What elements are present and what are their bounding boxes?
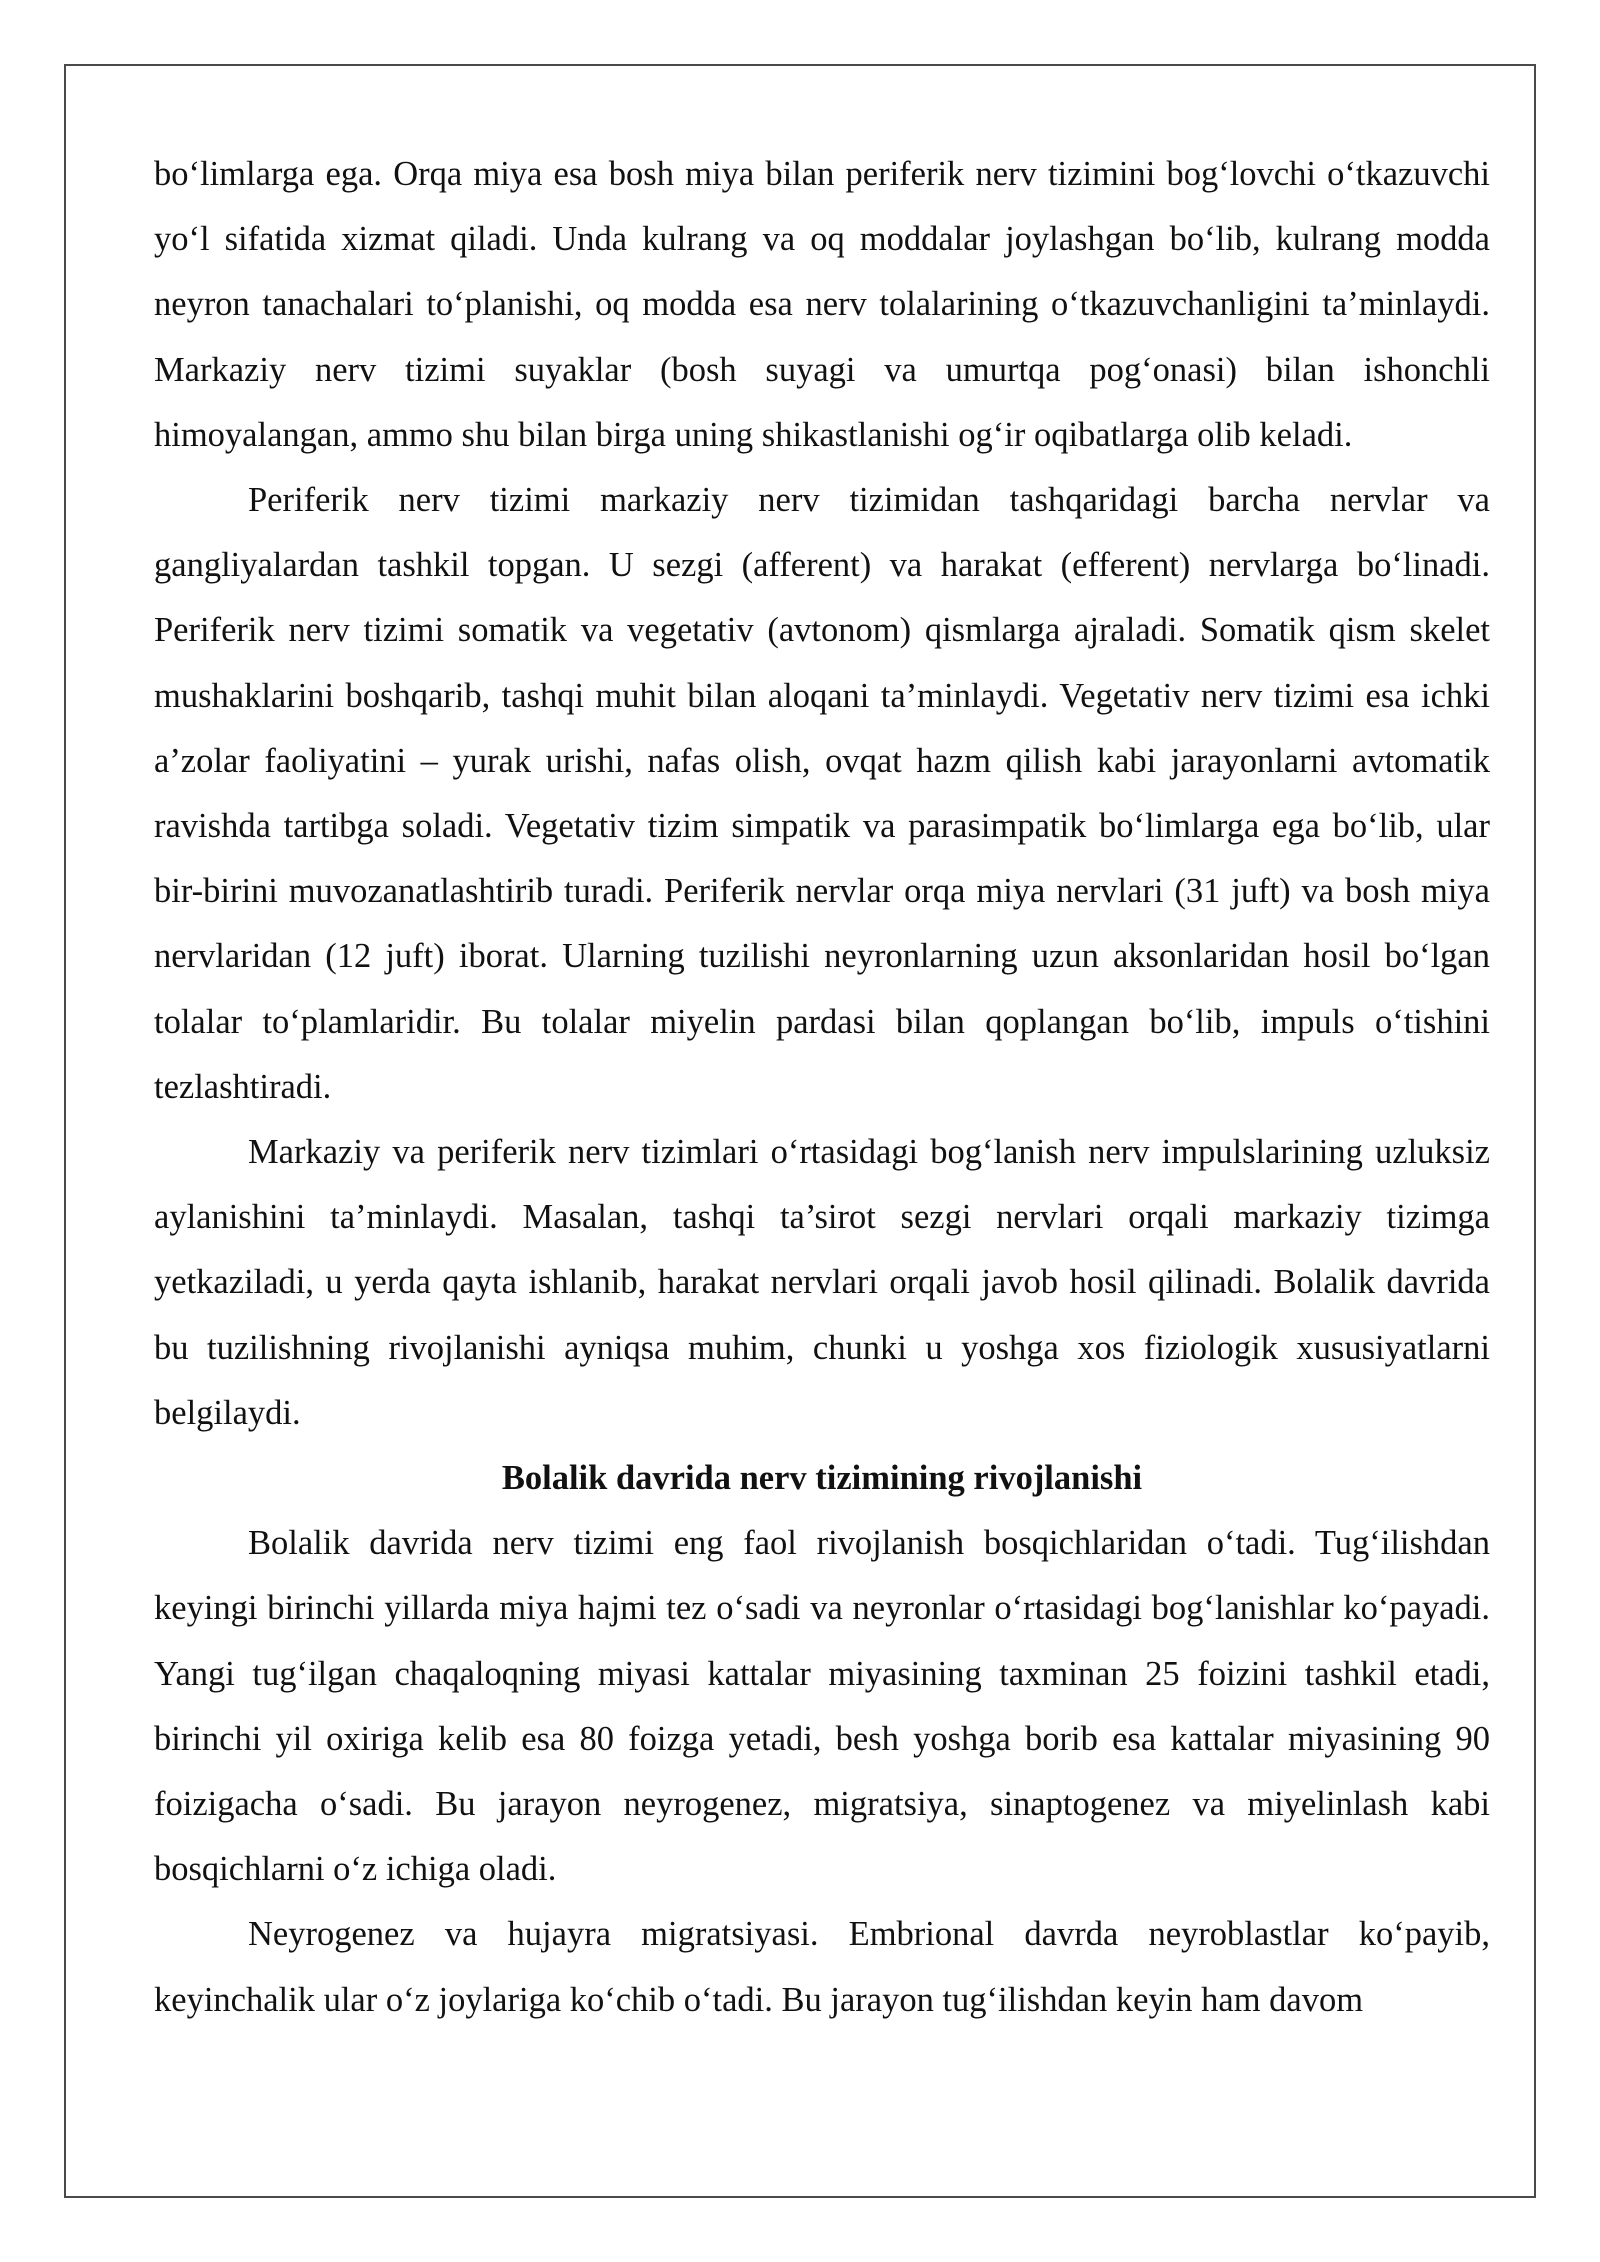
paragraph-childhood-development: Bolalik davrida nerv tizimi eng faol rivojlanish bosqichlaridan o‘tadi. Tug‘ilishdan keyingi birinchi yillarda miya hajmi tez o‘sadi va neyronlar o‘rtasidagi bog‘lanishlar ko‘payadi. Yangi tug‘ilgan chaqaloqning miyasi kattalar miyasining taxminan 25 foizini tashkil etadi, birinchi yil oxiriga kelib esa 80 foizga yetadi, besh yoshga borib esa kattalar miyasining 90 foizigacha o‘sadi. Bu jarayon neyrogenez, migratsiya, sinaptogenez va miyelinlash kabi bosqichlarni o‘z ichiga oladi. — [154, 1524, 1490, 1889]
section-heading: Bolalik davrida nerv tizimining rivojlanishi — [501, 1459, 1143, 1498]
paragraph-central-peripheral-connection: Markaziy va periferik nerv tizimlari o‘rtasidagi bog‘lanish nerv impulslarining uzluksiz aylanishini ta’minlaydi. Masalan, tashqi ta’sirot sezgi nervlari orqali markaziy tizimga yetkaziladi, u yerda qayta ishlanib, harakat nervlari orqali javob hosil qilinadi. Bolalik davrida bu tuzilishning rivojlanishi ayniqsa muhim, chunki u yoshga xos fiziologik xususiyatlarni belgilaydi. — [154, 1133, 1490, 1432]
paragraph-neurogenesis: Neyrogenez va hujayra migratsiyasi. Embrional davrda neyroblastlar ko‘payib, keyinchalik ular o‘z joylariga ko‘chib o‘tadi. Bu jarayon tug‘ilishdan keyin ham davom — [154, 1915, 1490, 2019]
paragraph-cns-continued: bo‘limlarga ega. Orqa miya esa bosh miya bilan periferik nerv tizimini bog‘lovchi o‘tkazuvchi yo‘l sifatida xizmat qiladi. Unda kulrang va oq moddalar joylashgan bo‘lib, kulrang modda neyron tanachalari to‘planishi, oq modda esa nerv tolalarining o‘tkazuvchanligini ta’minlaydi. Markaziy nerv tizimi suyaklar (bosh suyagi va umurtqa pog‘onasi) bilan ishonchli himoyalangan, ammo shu bilan birga uning shikastlanishi og‘ir oqibatlarga olib keladi. — [154, 155, 1490, 454]
paragraph-peripheral-nervous-system: Periferik nerv tizimi markaziy nerv tizimidan tashqaridagi barcha nervlar va gangliyalardan tashkil topgan. U sezgi (afferent) va harakat (efferent) nervlarga bo‘linadi. Periferik nerv tizimi somatik va vegetativ (avtonom) qismlarga ajraladi. Somatik qism skelet mushaklarini boshqarib, tashqi muhit bilan aloqani ta’minlaydi. Vegetativ nerv tizimi esa ichki a’zolar faoliyatini – yurak urishi, nafas olish, ovqat hazm qilish kabi jarayonlarni avtomatik ravishda tartibga soladi. Vegetativ tizim simpatik va parasimpatik bo‘limlarga ega bo‘lib, ular bir-birini muvozanatlashtirib turadi. Periferik nervlar orqa miya nervlari (31 juft) va bosh miya nervlaridan (12 juft) iborat. Ularning tuzilishi neyronlarning uzun aksonlaridan hosil bo‘lgan tolalar to‘plamlaridir. Bu tolalar miyelin pardasi bilan qoplangan bo‘lib, impuls o‘tishini tezlashtiradi. — [154, 481, 1490, 1106]
document-body — [154, 142, 1490, 2033]
